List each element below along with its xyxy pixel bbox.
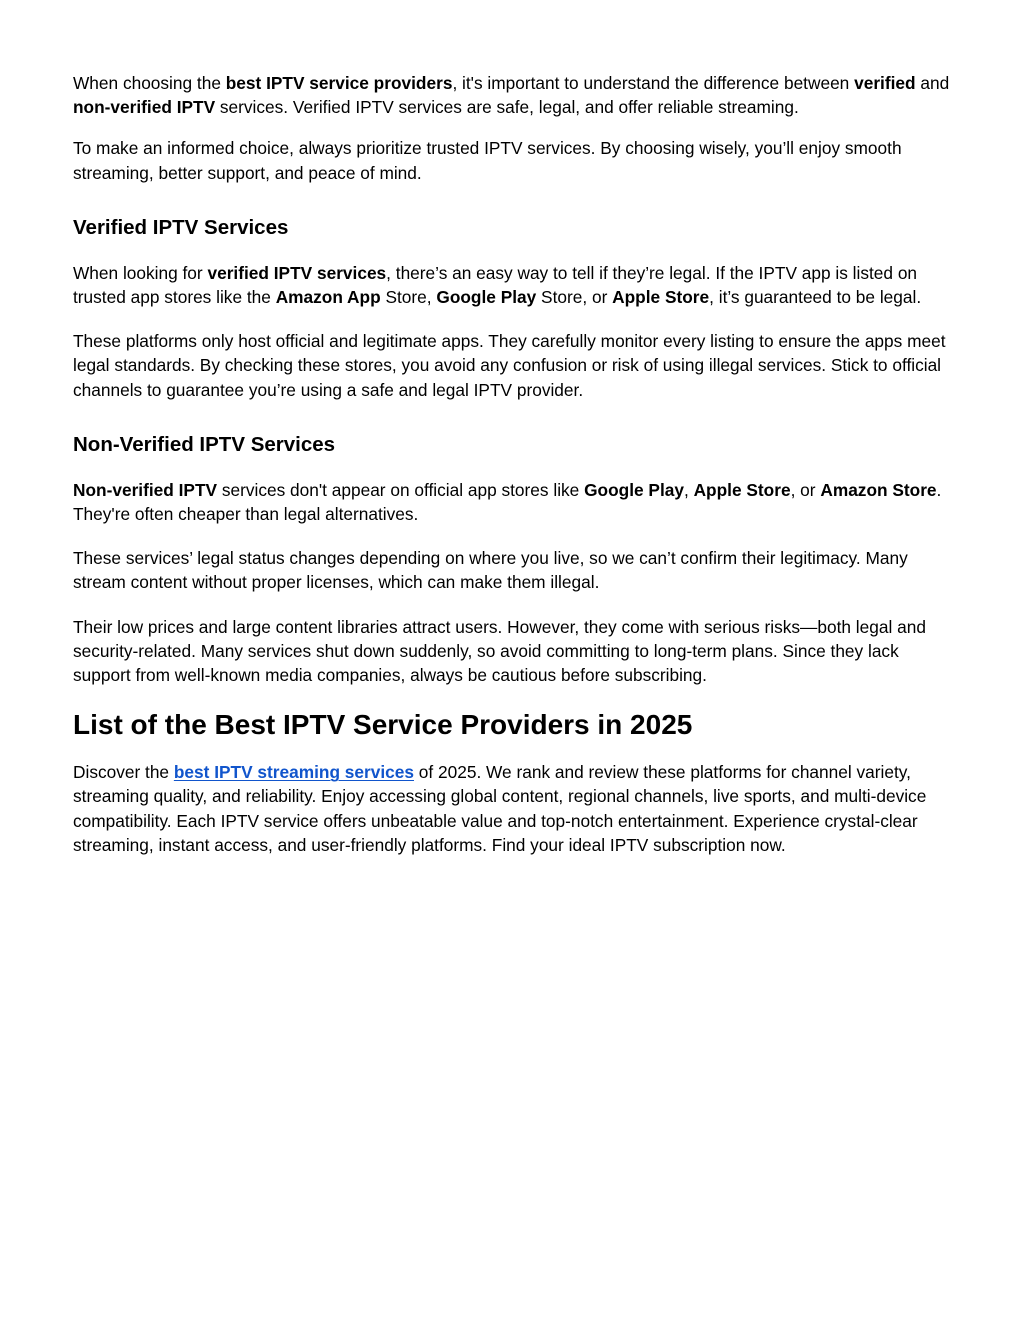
bold-run: Apple Store [612,287,710,308]
verified-paragraph-2: These platforms only host official and legitimate apps. They carefully monitor every listing to ensure the apps meet legal standards. By checking these stores, you avoid any confusion or risk of using illegal services. Stick to official channels to guarantee you’re using a safe and legal IPTV provider. [73,331,946,400]
intro-paragraph-1 [73,71,958,119]
text-run: Store, or [536,287,613,308]
nonverified-paragraph-2: These services’ legal status changes depending on where you live, so we can’t confirm their legitimacy. Many stream content without proper licenses, which can make them illegal. [73,548,908,593]
bold-run: verified IPTV services [207,262,387,283]
text-run: of 2025. We rank and review these platforms for channel variety, streaming quality, and reliability. Enjoy accessing global content, regional channels, live sports, and multi-device compatibility. Each IPTV service offers unbeatable value and top-notch entertainment. Experience crystal-clear streaming, instant access, and user-friendly platforms. Find your ideal IPTV subscription now. [73,762,927,855]
nonverified-heading: Non-Verified IPTV Services [73,432,336,456]
text-run: , it’s guaranteed to be legal. [709,287,922,308]
list-paragraph-1 [73,760,958,857]
bold-run: Amazon Store [820,479,937,500]
intro-paragraph-2: To make an informed choice, always prioritize trusted IPTV services. By choosing wisely, you’ll enjoy smooth streaming, better support, and peace of mind. [73,138,902,183]
text-run: services don't appear on official app stores like [217,479,585,500]
document-page [73,70,958,857]
text-run: When choosing the [73,73,226,93]
text-run: , there’s an easy way to tell if they’re legal. If the IPTV app is listed on trusted app stores like the [73,262,918,308]
bold-run: non-verified IPTV [73,97,216,118]
verified-heading: Verified IPTV Services [73,215,289,239]
text-run: . They're often cheaper than legal alternatives. [73,479,942,525]
text-run: Discover the [73,762,174,783]
text-run: Store, [380,287,437,308]
best-iptv-streaming-services-link[interactable]: best IPTV streaming services [173,762,414,783]
text-run: and [915,73,950,93]
nonverified-paragraph-3: Their low prices and large content libraries attract users. However, they come with serious risks—both legal and security-related. Many services shut down suddenly, so avoid committing to long-term plans. Since they lack support from well-known media companies, always be cautious before subscribing. [73,616,926,686]
bold-run: Google Play [436,287,537,308]
bold-run: Google Play [584,479,684,500]
text-run: , it's important to understand the difference between [452,73,855,93]
text-run: services. Verified IPTV services are safe, legal, and offer reliable streaming. [215,97,799,118]
text-run: When looking for [73,262,208,283]
list-heading: List of the Best IPTV Service Providers in 2025 [73,709,693,741]
text-run: , [683,479,694,500]
bold-run: Apple Store [693,479,791,500]
bold-run: Amazon App [275,287,381,308]
text-run: , or [790,479,821,500]
bold-run: verified [854,73,916,93]
bold-run: Non-verified IPTV [73,479,218,500]
verified-paragraph-1 [73,261,958,309]
nonverified-paragraph-1 [73,478,958,526]
bold-run: best IPTV service providers [225,73,453,93]
